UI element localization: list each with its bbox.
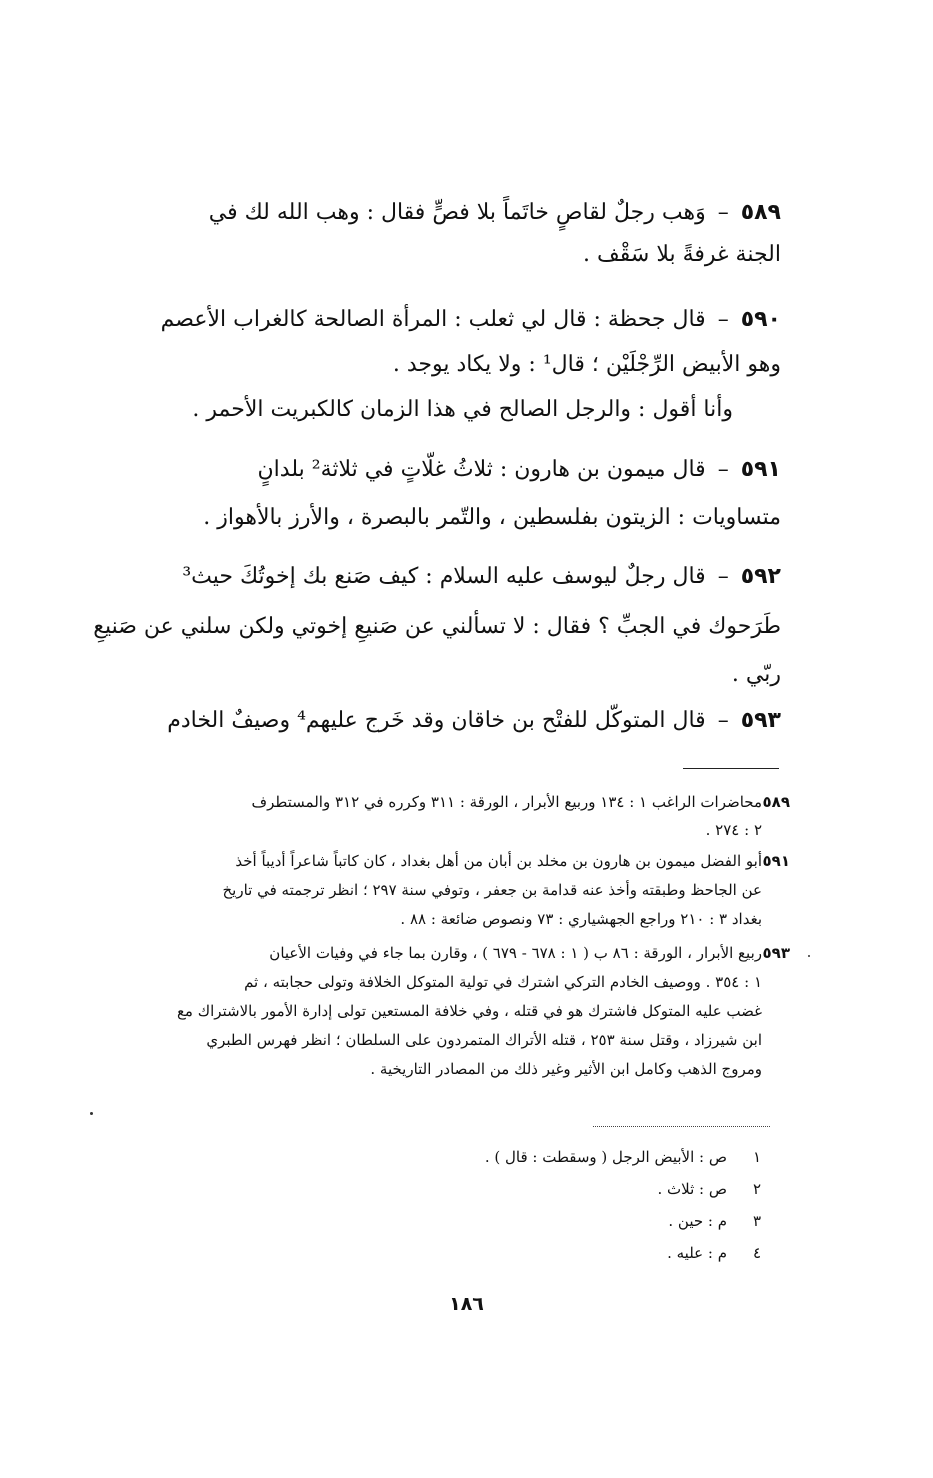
- note-line: [706, 816, 762, 844]
- entry-text: وهو الأبيض الرِّجْلَيْن ؛ قال¹ : ولا يكاد يوجد .: [392, 352, 781, 377]
- note-number: ٥٩١: [762, 852, 790, 870]
- note-text: ٢ : ٢٧٤ .: [705, 821, 762, 839]
- entry-text: وأنا أقول : والرجل الصالح في هذا الزمان كالكبريت الأحمر .: [192, 397, 733, 422]
- variant-text: ص : الأبيض الرجل ( وسقطت : قال ) .: [484, 1148, 727, 1166]
- note-591: [108, 847, 790, 933]
- note-line: [222, 876, 762, 904]
- entry-line: [583, 240, 781, 270]
- variant-1: [341, 1142, 761, 1172]
- note-text: بغداد ٣ : ٢١٠ وراجع الجهشياري : ٧٣ ونصوص ضائعة : ٨٨ .: [400, 910, 762, 928]
- entry-593: [108, 706, 781, 742]
- variant-number: ٤: [752, 1244, 761, 1262]
- variants-separator: [593, 1126, 770, 1127]
- entry-line: [167, 706, 781, 736]
- variant-number: ١: [752, 1148, 761, 1166]
- entry-dash: –: [717, 708, 729, 733]
- entry-number: ٥٩٢: [740, 564, 781, 589]
- variant-text: م : حين .: [668, 1212, 727, 1230]
- note-text: أبو الفضل ميمون بن هارون بن مخلد بن أبان من أهل بغداد ، كان كاتباً شاعراً أديباً أخذ: [235, 852, 762, 870]
- note-line: [252, 788, 762, 816]
- variant-4: [341, 1238, 761, 1268]
- entry-590: [108, 305, 781, 425]
- entry-text: قال رجلٌ ليوسف عليه السلام : كيف صَنع بك إخوتُكَ حيث³: [182, 564, 706, 589]
- entry-number: ٥٩١: [740, 457, 781, 482]
- entry-dash: –: [717, 564, 729, 589]
- entry-number: ٥٩٠: [740, 307, 781, 332]
- note-number: ٥٩٣: [762, 944, 790, 962]
- entry-text: قال ميمون بن هارون : ثلاثُ غلّاتٍ في ثلاثة² بلدانٍ: [257, 457, 706, 482]
- entry-line: [182, 562, 781, 592]
- entry-text: ربّي .: [731, 662, 781, 687]
- note-text: ومروج الذهب وكامل ابن الأثير وغير ذلك من المصادر التاريخية .: [370, 1060, 762, 1078]
- note-line: [177, 997, 762, 1025]
- entry-text: طَرَحوك في الجبِّ ؟ فقال : لا تسألني عن صَنيعِ إخوتي ولكن سلني عن صَنيعِ: [93, 614, 781, 639]
- entry-line: [209, 198, 781, 228]
- variant-2: [341, 1174, 761, 1204]
- entry-591: [108, 455, 781, 535]
- entry-number: ٥٩٣: [740, 708, 781, 733]
- entry-line: [732, 660, 781, 690]
- scan-speck: [808, 955, 810, 957]
- note-text: غضب عليه المتوكل فاشترك هو في قتله ، وفي خلافة المستعين تولى إدارة الأمور بالاشتراك مع: [176, 1002, 762, 1020]
- note-text: ابن شيرزاد ، وقتل سنة ٢٥٣ ، قتله الأتراك المتمردون على السلطان ؛ انظر فهرس الطبري: [206, 1031, 762, 1049]
- entry-line: [192, 395, 733, 425]
- note-593: [108, 939, 790, 1084]
- note-text: محاضرات الراغب ١ : ١٣٤ وربيع الأبرار ، الورقة : ٣١١ وكرره في ٣١٢ والمستطرف: [251, 793, 762, 811]
- entry-text: قال جحظة : قال لي ثعلب : المرأة الصالحة كالغراب الأعصم: [160, 307, 706, 332]
- note-line: [400, 905, 762, 933]
- entry-number: ٥٨٩: [740, 200, 781, 225]
- variant-number: ٢: [752, 1180, 761, 1198]
- entry-589: [108, 198, 781, 268]
- note-line: [269, 939, 762, 967]
- variant-text: م : عليه .: [667, 1244, 727, 1262]
- entry-dash: –: [717, 307, 729, 332]
- variant-text: ص : ثلاث .: [657, 1180, 727, 1198]
- note-line: [370, 1055, 762, 1083]
- note-line: [235, 847, 762, 875]
- note-text: عن الجاحظ وطبقته وأخذ عنه قدامة بن جعفر ، وتوفي سنة ٢٩٧ ؛ انظر ترجمته في تاريخ: [222, 881, 762, 899]
- entry-line: [161, 305, 781, 335]
- note-number: ٥٨٩: [762, 793, 790, 811]
- entry-text: متساويات : الزيتون بفلسطين ، والتّمر بالبصرة ، والأرز بالأهواز .: [203, 505, 781, 530]
- variant-number: ٣: [752, 1212, 761, 1230]
- footnote-separator: [683, 768, 779, 769]
- note-text: ١ : ٣٥٤ . ووصيف الخادم التركي اشترك في تولية المتوكل الخلافة وتولى حجابته ، ثم: [244, 973, 762, 991]
- page-number: ١٨٦: [449, 1293, 484, 1315]
- entry-text: قال المتوكّل للفتْح بن خاقان وقد خَرج عليهم⁴ وصيفٌ الخادم: [167, 708, 706, 733]
- note-line: [206, 1026, 762, 1054]
- entry-line: [258, 455, 781, 485]
- note-line: [244, 968, 762, 996]
- note-589: [108, 788, 790, 844]
- entry-dash: –: [717, 200, 729, 225]
- entry-text: وَهب رجلٌ لقاصٍ خاتَماً بلا فصٍّ فقال : وهب الله لك في: [208, 200, 706, 225]
- entry-592: [93, 562, 781, 692]
- variant-3: [341, 1206, 761, 1236]
- entry-text: الجنة غرفةً بلا سَقْف .: [583, 242, 781, 267]
- entry-line: [203, 503, 781, 533]
- entry-dash: –: [717, 457, 729, 482]
- note-text: ربيع الأبرار ، الورقة : ٨٦ ب ( ١ : ٦٧٨ - ٦٧٩ ) ، وقارن بما جاء في وفيات الأعيان: [269, 944, 762, 962]
- entry-line: [393, 350, 781, 380]
- entry-line: [93, 612, 781, 642]
- scan-speck: [90, 1112, 93, 1115]
